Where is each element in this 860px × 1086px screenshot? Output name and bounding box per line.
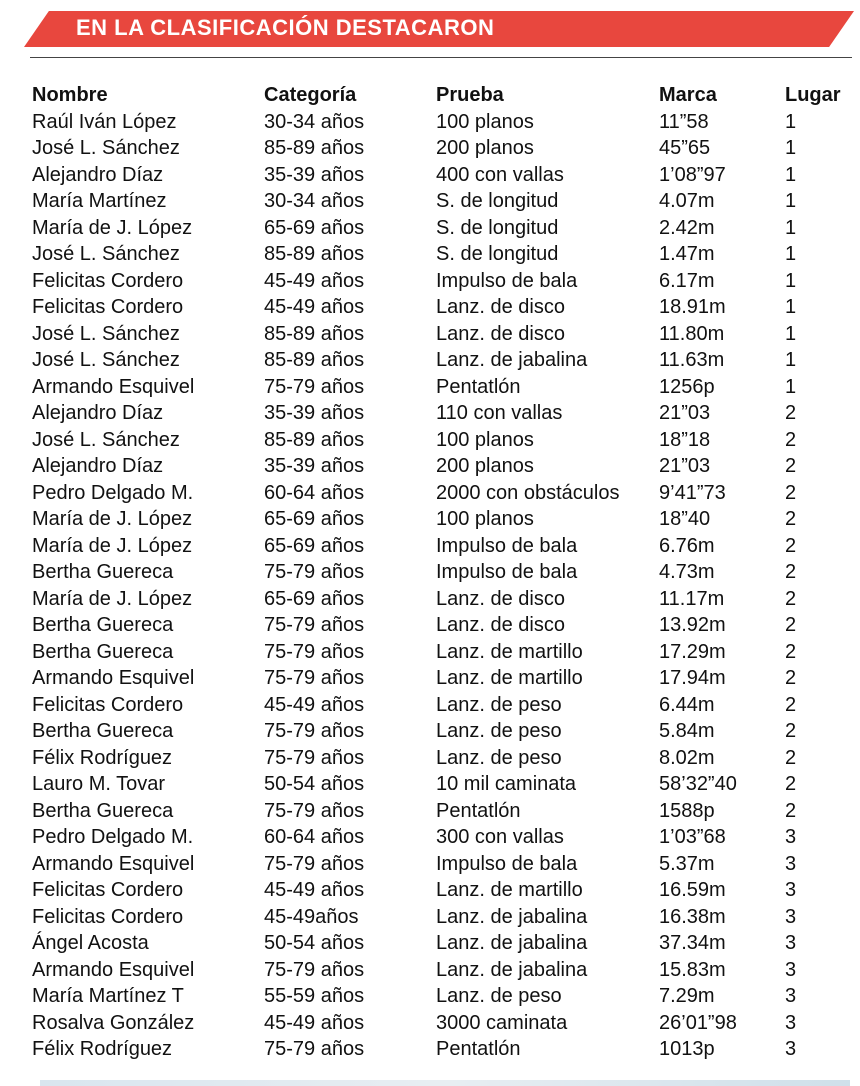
- cell-prueba: 100 planos: [436, 110, 534, 133]
- cell-marca: 18”40: [659, 508, 711, 531]
- cell-lugar: 3: [785, 1011, 797, 1034]
- cell-lugar: 2: [785, 667, 797, 690]
- table-row: [30, 771, 850, 798]
- cell-nombre: Rosalva González: [32, 1011, 195, 1034]
- table-row: [30, 480, 850, 507]
- table-row: [30, 374, 850, 401]
- cell-lugar: 2: [785, 746, 797, 769]
- cell-categoria: 85-89 años: [264, 137, 365, 160]
- cell-marca: 11.63m: [659, 349, 725, 372]
- cell-marca: 15.83m: [659, 958, 726, 981]
- cell-categoria: 55-59 años: [264, 985, 365, 1008]
- cell-lugar: 1: [785, 296, 797, 319]
- cell-lugar: 3: [785, 1038, 797, 1061]
- cell-prueba: S. de longitud: [436, 216, 559, 239]
- table-row: [30, 241, 850, 268]
- cell-prueba: Lanz. de disco: [436, 587, 565, 610]
- cell-marca: 1.47m: [659, 243, 715, 266]
- cell-prueba: Lanz. de peso: [436, 720, 562, 743]
- table-row: [30, 533, 850, 560]
- cell-marca: 1256p: [659, 375, 715, 398]
- cell-lugar: 3: [785, 985, 797, 1008]
- cell-lugar: 2: [785, 587, 797, 610]
- cell-marca: 37.34m: [659, 932, 726, 955]
- cell-prueba: Pentatlón: [436, 799, 521, 822]
- cell-categoria: 75-79 años: [264, 640, 365, 663]
- cell-prueba: Lanz. de martillo: [436, 879, 583, 902]
- cell-lugar: 1: [785, 243, 797, 266]
- cell-lugar: 1: [785, 375, 797, 398]
- cell-categoria: 50-54 años: [264, 773, 365, 796]
- column-header-lugar: Lugar: [785, 84, 841, 107]
- cell-marca: 6.76m: [659, 534, 715, 557]
- cell-marca: 11.17m: [659, 587, 725, 610]
- cell-nombre: María de J. López: [32, 587, 193, 610]
- column-header-prueba: Prueba: [436, 84, 504, 107]
- cell-prueba: Impulso de bala: [436, 561, 578, 584]
- cell-categoria: 45-49 años: [264, 693, 365, 716]
- results-body: [30, 109, 850, 1063]
- table-row: [30, 321, 850, 348]
- cell-lugar: 3: [785, 826, 797, 849]
- cell-nombre: José L. Sánchez: [32, 322, 180, 345]
- cell-marca: 2.42m: [659, 216, 715, 239]
- cell-prueba: Lanz. de jabalina: [436, 958, 588, 981]
- cell-lugar: 2: [785, 428, 797, 451]
- cell-categoria: 45-49 años: [264, 296, 365, 319]
- cell-categoria: 50-54 años: [264, 932, 365, 955]
- cell-lugar: 1: [785, 269, 797, 292]
- cell-categoria: 35-39 años: [264, 455, 365, 478]
- table-row: [30, 347, 850, 374]
- cell-marca: 5.37m: [659, 852, 715, 875]
- cell-nombre: Félix Rodríguez: [32, 1038, 173, 1061]
- cell-marca: 9’41”73: [659, 481, 726, 504]
- cell-marca: 21”03: [659, 455, 711, 478]
- column-header-nombre: Nombre: [32, 84, 108, 107]
- cell-lugar: 1: [785, 163, 797, 186]
- cell-lugar: 1: [785, 322, 797, 345]
- cell-marca: 16.59m: [659, 879, 726, 902]
- table-row: [30, 1036, 850, 1063]
- cell-prueba: Pentatlón: [436, 1038, 521, 1061]
- cell-prueba: Impulso de bala: [436, 852, 578, 875]
- cell-nombre: Félix Rodríguez: [32, 746, 173, 769]
- cell-nombre: María de J. López: [32, 534, 193, 557]
- column-header-marca: Marca: [659, 84, 717, 107]
- cell-categoria: 85-89 años: [264, 349, 365, 372]
- cell-nombre: Bertha Guereca: [32, 720, 174, 743]
- cell-nombre: Felicitas Cordero: [32, 693, 184, 716]
- table-row: [30, 983, 850, 1010]
- cell-categoria: 45-49 años: [264, 879, 365, 902]
- cell-lugar: 3: [785, 852, 797, 875]
- table-row: [30, 877, 850, 904]
- cell-lugar: 2: [785, 640, 797, 663]
- cell-prueba: Lanz. de peso: [436, 693, 562, 716]
- cell-prueba: 100 planos: [436, 428, 534, 451]
- cell-lugar: 2: [785, 508, 797, 531]
- cell-marca: 16.38m: [659, 905, 726, 928]
- cell-prueba: 200 planos: [436, 137, 534, 160]
- cell-marca: 1013p: [659, 1038, 715, 1061]
- table-row: [30, 824, 850, 851]
- cell-categoria: 85-89 años: [264, 428, 365, 451]
- cell-categoria: 75-79 años: [264, 746, 365, 769]
- cell-marca: 26’01”98: [659, 1011, 737, 1034]
- cell-prueba: Lanz. de disco: [436, 614, 565, 637]
- cell-nombre: Ángel Acosta: [32, 932, 149, 955]
- cell-lugar: 2: [785, 773, 797, 796]
- cell-categoria: 30-34 años: [264, 110, 365, 133]
- cell-nombre: Armando Esquivel: [32, 852, 195, 875]
- cell-marca: 21”03: [659, 402, 711, 425]
- table-row: [30, 692, 850, 719]
- cell-lugar: 3: [785, 905, 797, 928]
- cell-lugar: 2: [785, 561, 797, 584]
- table-row: [30, 904, 850, 931]
- cell-categoria: 75-79 años: [264, 852, 365, 875]
- cell-nombre: Felicitas Cordero: [32, 879, 184, 902]
- page-title: EN LA CLASIFICACIÓN DESTACARON: [76, 15, 495, 40]
- table-row: [30, 586, 850, 613]
- cell-prueba: S. de longitud: [436, 243, 559, 266]
- cell-marca: 8.02m: [659, 746, 715, 769]
- table-row: [30, 957, 850, 984]
- cell-prueba: 2000 con obstáculos: [436, 481, 620, 504]
- table-row: [30, 639, 850, 666]
- cell-prueba: Lanz. de martillo: [436, 640, 583, 663]
- cell-nombre: Felicitas Cordero: [32, 905, 184, 928]
- table-row: [30, 294, 850, 321]
- cell-lugar: 1: [785, 190, 797, 213]
- cell-lugar: 2: [785, 534, 797, 557]
- cell-categoria: 75-79 años: [264, 561, 365, 584]
- bottom-edge-strip: [40, 1080, 850, 1086]
- cell-categoria: 35-39 años: [264, 163, 365, 186]
- cell-nombre: Alejandro Díaz: [32, 455, 164, 478]
- results-table: [30, 82, 850, 1063]
- cell-categoria: 75-79 años: [264, 614, 365, 637]
- cell-lugar: 2: [785, 455, 797, 478]
- table-row: [30, 665, 850, 692]
- cell-categoria: 75-79 años: [264, 375, 365, 398]
- cell-categoria: 85-89 años: [264, 243, 365, 266]
- cell-nombre: María Martínez T: [32, 985, 184, 1008]
- cell-prueba: S. de longitud: [436, 190, 559, 213]
- cell-prueba: Impulso de bala: [436, 534, 578, 557]
- table-row: [30, 718, 850, 745]
- cell-lugar: 2: [785, 402, 797, 425]
- cell-prueba: Lanz. de peso: [436, 746, 562, 769]
- cell-nombre: Felicitas Cordero: [32, 296, 184, 319]
- cell-nombre: María de J. López: [32, 508, 193, 531]
- table-row: [30, 930, 850, 957]
- cell-prueba: 10 mil caminata: [436, 773, 577, 796]
- cell-prueba: Lanz. de peso: [436, 985, 562, 1008]
- cell-nombre: Alejandro Díaz: [32, 402, 164, 425]
- cell-nombre: Bertha Guereca: [32, 640, 174, 663]
- cell-prueba: 3000 caminata: [436, 1011, 568, 1034]
- cell-nombre: María de J. López: [32, 216, 193, 239]
- cell-nombre: José L. Sánchez: [32, 137, 180, 160]
- cell-nombre: María Martínez: [32, 190, 167, 213]
- table-row: [30, 851, 850, 878]
- cell-nombre: Pedro Delgado M.: [32, 826, 194, 849]
- table-row: [30, 506, 850, 533]
- cell-categoria: 65-69 años: [264, 534, 365, 557]
- cell-categoria: 35-39 años: [264, 402, 365, 425]
- cell-marca: 13.92m: [659, 614, 726, 637]
- table-row: [30, 453, 850, 480]
- cell-categoria: 45-49 años: [264, 1011, 365, 1034]
- cell-categoria: 45-49años: [264, 905, 359, 928]
- cell-prueba: Impulso de bala: [436, 269, 578, 292]
- cell-marca: 45”65: [659, 137, 711, 160]
- cell-categoria: 75-79 años: [264, 667, 365, 690]
- table-row: [30, 162, 850, 189]
- cell-categoria: 45-49 años: [264, 269, 365, 292]
- cell-marca: 6.44m: [659, 693, 715, 716]
- cell-nombre: Bertha Guereca: [32, 561, 174, 584]
- table-row: [30, 400, 850, 427]
- table-row: [30, 798, 850, 825]
- cell-marca: 1’03”68: [659, 826, 726, 849]
- cell-prueba: Pentatlón: [436, 375, 521, 398]
- cell-categoria: 75-79 años: [264, 1038, 365, 1061]
- cell-categoria: 65-69 años: [264, 587, 365, 610]
- cell-nombre: Raúl Iván López: [32, 110, 177, 133]
- cell-marca: 11”58: [659, 110, 709, 133]
- cell-marca: 4.07m: [659, 190, 715, 213]
- cell-nombre: José L. Sánchez: [32, 349, 180, 372]
- cell-lugar: 2: [785, 614, 797, 637]
- cell-nombre: Lauro M. Tovar: [32, 773, 166, 796]
- column-header-categoria: Categoría: [264, 84, 357, 107]
- cell-lugar: 3: [785, 958, 797, 981]
- cell-prueba: Lanz. de jabalina: [436, 932, 588, 955]
- header-divider: [30, 57, 852, 58]
- cell-lugar: 1: [785, 349, 797, 372]
- cell-nombre: Armando Esquivel: [32, 375, 195, 398]
- cell-lugar: 1: [785, 216, 797, 239]
- cell-lugar: 2: [785, 720, 797, 743]
- cell-prueba: 400 con vallas: [436, 163, 564, 186]
- cell-lugar: 3: [785, 932, 797, 955]
- cell-marca: 11.80m: [659, 322, 725, 345]
- cell-marca: 1588p: [659, 799, 715, 822]
- table-row: [30, 427, 850, 454]
- table-row: [30, 109, 850, 136]
- cell-prueba: Lanz. de disco: [436, 296, 565, 319]
- cell-categoria: 65-69 años: [264, 508, 365, 531]
- cell-nombre: Armando Esquivel: [32, 958, 195, 981]
- cell-marca: 17.29m: [659, 640, 726, 663]
- table-row: [30, 135, 850, 162]
- cell-marca: 17.94m: [659, 667, 726, 690]
- table-row: [30, 1010, 850, 1037]
- cell-categoria: 60-64 años: [264, 481, 365, 504]
- cell-categoria: 75-79 años: [264, 958, 365, 981]
- cell-marca: 58’32”40: [659, 773, 737, 796]
- table-row: [30, 559, 850, 586]
- cell-marca: 18.91m: [659, 296, 726, 319]
- cell-categoria: 60-64 años: [264, 826, 365, 849]
- cell-lugar: 1: [785, 110, 797, 133]
- cell-marca: 6.17m: [659, 269, 715, 292]
- table-row: [30, 268, 850, 295]
- cell-lugar: 2: [785, 693, 797, 716]
- cell-nombre: Bertha Guereca: [32, 614, 174, 637]
- cell-nombre: José L. Sánchez: [32, 243, 180, 266]
- table-row: [30, 188, 850, 215]
- cell-lugar: 2: [785, 481, 797, 504]
- cell-categoria: 75-79 años: [264, 799, 365, 822]
- cell-prueba: 110 con vallas: [436, 402, 563, 425]
- cell-categoria: 85-89 años: [264, 322, 365, 345]
- cell-prueba: Lanz. de disco: [436, 322, 565, 345]
- cell-lugar: 1: [785, 137, 797, 160]
- cell-categoria: 30-34 años: [264, 190, 365, 213]
- cell-categoria: 75-79 años: [264, 720, 365, 743]
- cell-prueba: 300 con vallas: [436, 826, 564, 849]
- cell-prueba: Lanz. de jabalina: [436, 349, 588, 372]
- cell-nombre: José L. Sánchez: [32, 428, 180, 451]
- cell-marca: 7.29m: [659, 985, 715, 1008]
- cell-marca: 5.84m: [659, 720, 715, 743]
- table-header-row: [30, 82, 850, 109]
- cell-nombre: Pedro Delgado M.: [32, 481, 194, 504]
- cell-nombre: Bertha Guereca: [32, 799, 174, 822]
- table-row: [30, 612, 850, 639]
- cell-lugar: 3: [785, 879, 797, 902]
- cell-categoria: 65-69 años: [264, 216, 365, 239]
- cell-marca: 1’08”97: [659, 163, 726, 186]
- cell-lugar: 2: [785, 799, 797, 822]
- table-row: [30, 215, 850, 242]
- cell-prueba: Lanz. de martillo: [436, 667, 583, 690]
- cell-nombre: Armando Esquivel: [32, 667, 195, 690]
- cell-marca: 18”18: [659, 428, 711, 451]
- table-row: [30, 745, 850, 772]
- cell-marca: 4.73m: [659, 561, 715, 584]
- cell-prueba: 100 planos: [436, 508, 534, 531]
- cell-prueba: 200 planos: [436, 455, 534, 478]
- cell-nombre: Felicitas Cordero: [32, 269, 184, 292]
- cell-nombre: Alejandro Díaz: [32, 163, 164, 186]
- cell-prueba: Lanz. de jabalina: [436, 905, 588, 928]
